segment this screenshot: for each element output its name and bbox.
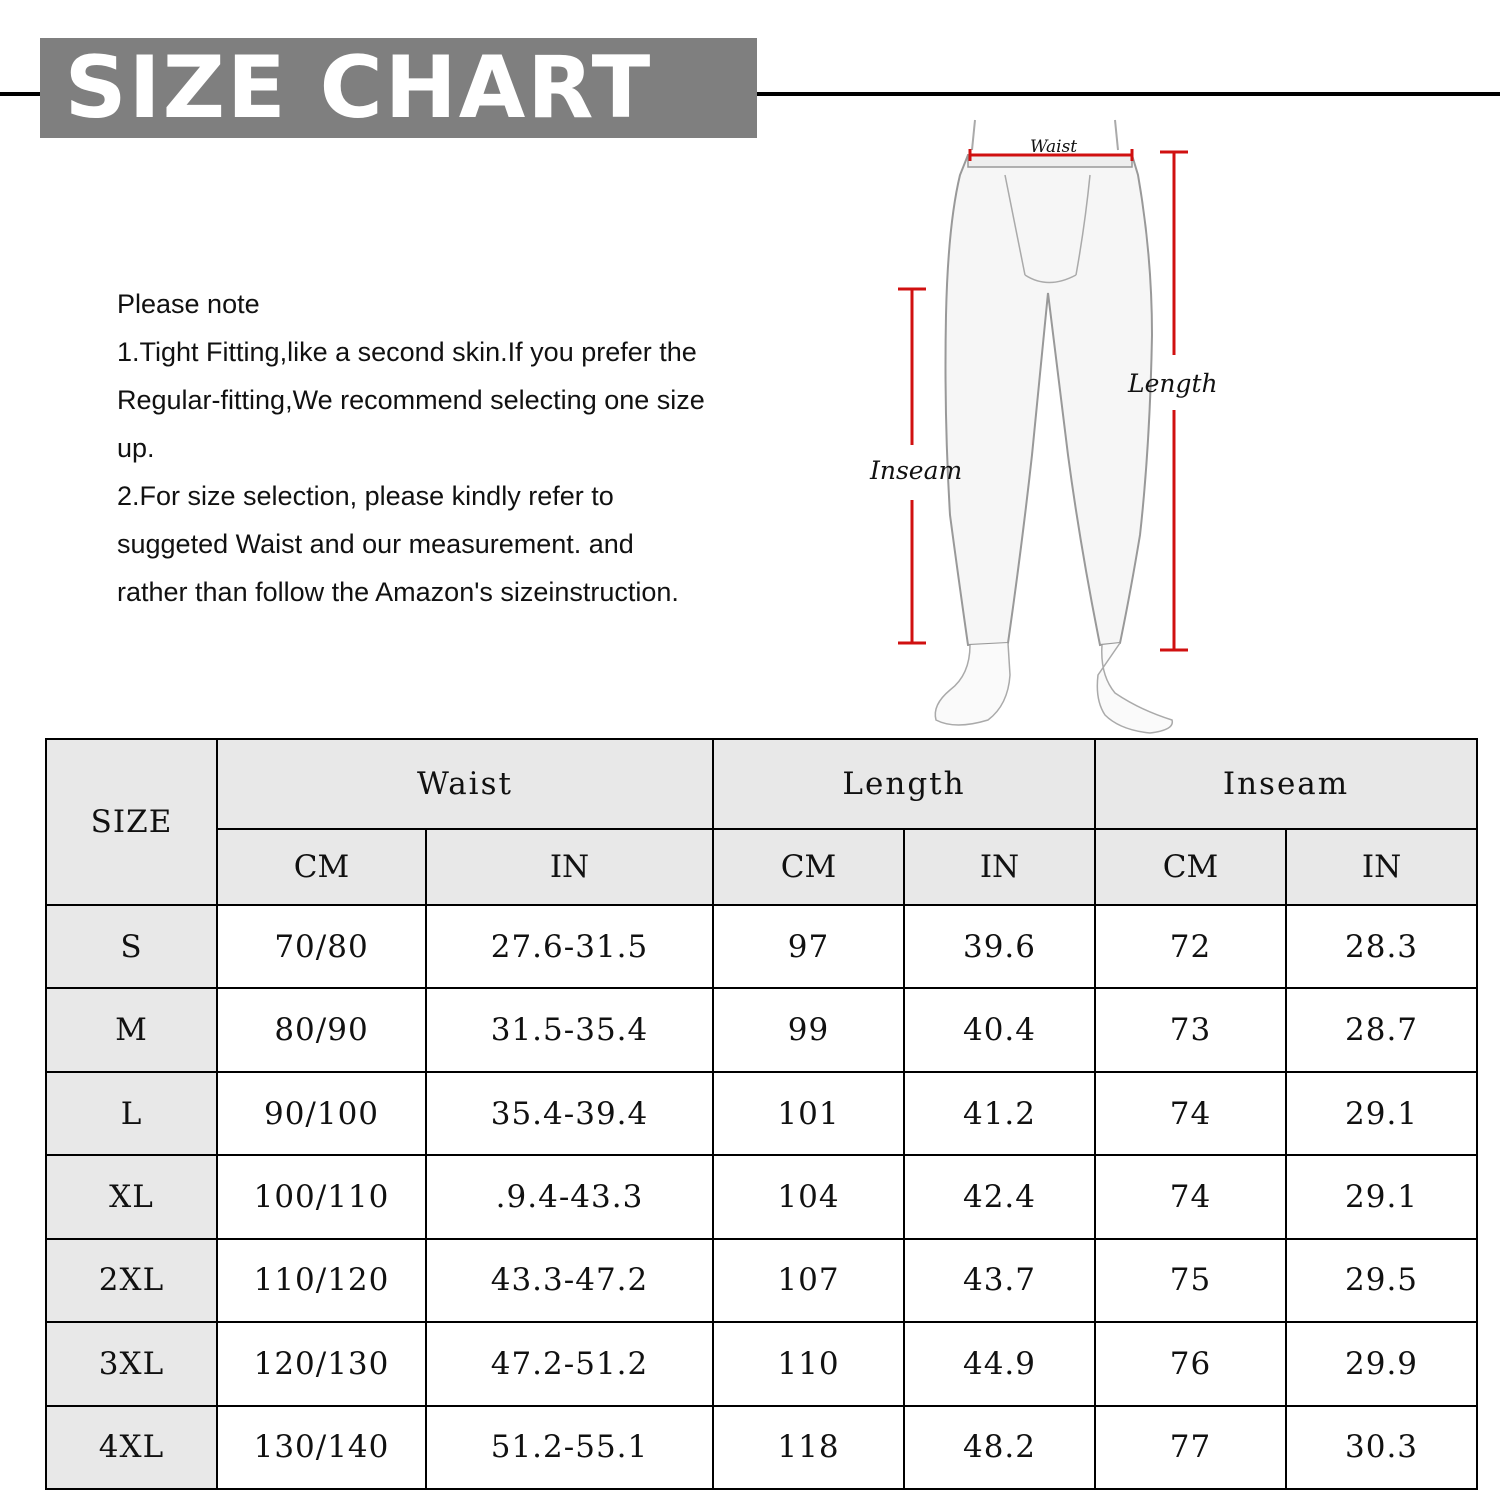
size-cell: 3XL bbox=[46, 1322, 217, 1405]
length-in-cell: 42.4 bbox=[904, 1155, 1095, 1238]
waist-in-cell: 27.6-31.5 bbox=[426, 905, 713, 988]
waist-in-cell: .9.4-43.3 bbox=[426, 1155, 713, 1238]
waist-in-cell: 31.5-35.4 bbox=[426, 988, 713, 1071]
inseam-cm-cell: 74 bbox=[1095, 1155, 1286, 1238]
length-cm-cell: 118 bbox=[713, 1406, 904, 1489]
notes-line: suggeted Waist and our measurement. and bbox=[117, 529, 634, 559]
length-label: Length bbox=[1128, 369, 1218, 398]
waist-cm-cell: 80/90 bbox=[217, 988, 426, 1071]
size-cell: 4XL bbox=[46, 1406, 217, 1489]
waist-in-cell: 43.3-47.2 bbox=[426, 1239, 713, 1322]
length-in-cell: 39.6 bbox=[904, 905, 1095, 988]
inseam-group-header: Inseam bbox=[1095, 739, 1477, 829]
size-column-header: SIZE bbox=[46, 739, 217, 905]
right-foot bbox=[1097, 643, 1172, 733]
waist-cm-cell: 110/120 bbox=[217, 1239, 426, 1322]
size-cell: 2XL bbox=[46, 1239, 217, 1322]
waist-in-cell: 47.2-51.2 bbox=[426, 1322, 713, 1405]
notes-heading: Please note bbox=[117, 289, 260, 319]
waist-group-header: Waist bbox=[217, 739, 713, 829]
length-in-cell: 41.2 bbox=[904, 1072, 1095, 1155]
length-cm-cell: 104 bbox=[713, 1155, 904, 1238]
waist-cm-cell: 100/110 bbox=[217, 1155, 426, 1238]
unit-header: IN bbox=[1286, 829, 1477, 905]
inseam-in-cell: 29.9 bbox=[1286, 1322, 1477, 1405]
inseam-in-cell: 30.3 bbox=[1286, 1406, 1477, 1489]
left-foot bbox=[935, 643, 1010, 725]
inseam-cm-cell: 73 bbox=[1095, 988, 1286, 1071]
size-cell: XL bbox=[46, 1155, 217, 1238]
table-row bbox=[46, 1072, 1477, 1155]
size-cell: S bbox=[46, 905, 217, 988]
inseam-in-cell: 29.1 bbox=[1286, 1072, 1477, 1155]
unit-header: CM bbox=[713, 829, 904, 905]
length-in-cell: 43.7 bbox=[904, 1239, 1095, 1322]
pants-diagram bbox=[840, 115, 1240, 740]
table-row bbox=[46, 1239, 1477, 1322]
table-row bbox=[46, 905, 1477, 988]
table-row bbox=[46, 988, 1477, 1071]
inseam-label: Inseam bbox=[870, 456, 963, 485]
waist-label: Waist bbox=[1030, 137, 1078, 157]
inseam-cm-cell: 75 bbox=[1095, 1239, 1286, 1322]
notes-line: up. bbox=[117, 433, 155, 463]
length-cm-cell: 101 bbox=[713, 1072, 904, 1155]
table-row bbox=[46, 1155, 1477, 1238]
inseam-cm-cell: 72 bbox=[1095, 905, 1286, 988]
waist-cm-cell: 90/100 bbox=[217, 1072, 426, 1155]
pants-outline bbox=[946, 155, 1153, 645]
length-cm-cell: 110 bbox=[713, 1322, 904, 1405]
waist-in-cell: 35.4-39.4 bbox=[426, 1072, 713, 1155]
waist-cm-cell: 70/80 bbox=[217, 905, 426, 988]
notes-line: 1.Tight Fitting,like a second skin.If you prefer the bbox=[117, 337, 697, 367]
size-table bbox=[45, 738, 1478, 1490]
waist-cm-cell: 130/140 bbox=[217, 1406, 426, 1489]
length-in-cell: 40.4 bbox=[904, 988, 1095, 1071]
length-in-cell: 48.2 bbox=[904, 1406, 1095, 1489]
waist-cm-cell: 120/130 bbox=[217, 1322, 426, 1405]
title-banner bbox=[40, 38, 757, 138]
length-in-cell: 44.9 bbox=[904, 1322, 1095, 1405]
unit-header: CM bbox=[217, 829, 426, 905]
notes-line: 2.For size selection, please kindly refer to bbox=[117, 481, 614, 511]
length-cm-cell: 99 bbox=[713, 988, 904, 1071]
notes-block bbox=[117, 280, 797, 616]
waist-in-cell: 51.2-55.1 bbox=[426, 1406, 713, 1489]
inseam-cm-cell: 76 bbox=[1095, 1322, 1286, 1405]
notes-line: rather than follow the Amazon's sizeinstruction. bbox=[117, 577, 679, 607]
length-cm-cell: 97 bbox=[713, 905, 904, 988]
inseam-in-cell: 28.3 bbox=[1286, 905, 1477, 988]
unit-header: CM bbox=[1095, 829, 1286, 905]
unit-header: IN bbox=[426, 829, 713, 905]
length-cm-cell: 107 bbox=[713, 1239, 904, 1322]
inseam-cm-cell: 77 bbox=[1095, 1406, 1286, 1489]
length-group-header: Length bbox=[713, 739, 1095, 829]
page-title: SIZE CHART bbox=[64, 38, 653, 138]
inseam-in-cell: 29.5 bbox=[1286, 1239, 1477, 1322]
inseam-in-cell: 28.7 bbox=[1286, 988, 1477, 1071]
size-cell: L bbox=[46, 1072, 217, 1155]
unit-header: IN bbox=[904, 829, 1095, 905]
size-cell: M bbox=[46, 988, 217, 1071]
inseam-in-cell: 29.1 bbox=[1286, 1155, 1477, 1238]
table-row bbox=[46, 1406, 1477, 1489]
inseam-cm-cell: 74 bbox=[1095, 1072, 1286, 1155]
table-row bbox=[46, 1322, 1477, 1405]
notes-line: Regular-fitting,We recommend selecting one size bbox=[117, 385, 705, 415]
